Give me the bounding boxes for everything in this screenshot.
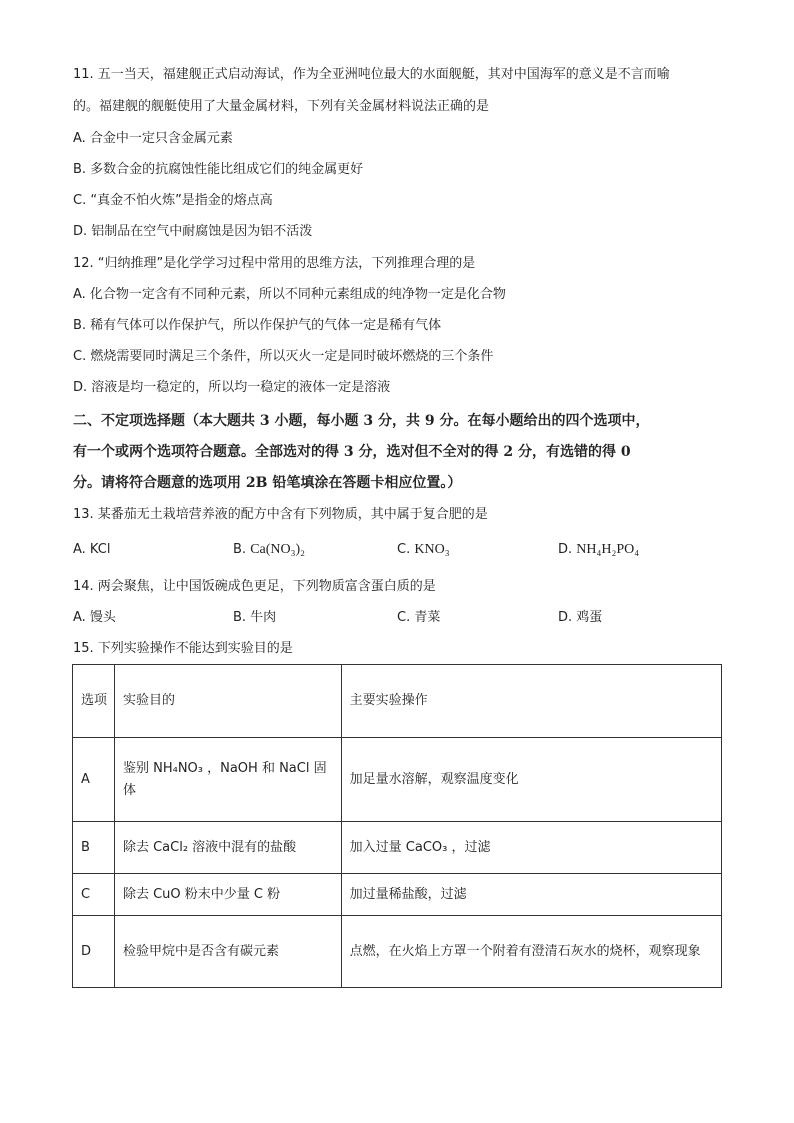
q15-stem: 15. 下列实验操作不能达到实验目的是 <box>73 641 293 656</box>
q13-option-a: A. KCl <box>73 542 111 557</box>
q14-option-a: A. 馒头 <box>73 610 116 625</box>
q12-option-c: C. 燃烧需要同时满足三个条件，所以灭火一定是同时破坏燃烧的三个条件 <box>73 349 494 364</box>
header-operation: 主要实验操作 <box>341 665 721 738</box>
row-c-purpose: 除去 CuO 粉末中少量 C 粉 <box>114 874 341 916</box>
row-a-option: A <box>73 738 115 822</box>
row-b-operation: 加入过量 CaCO₃ ，过滤 <box>341 822 721 874</box>
q13-option-b-label: B. <box>233 542 247 557</box>
row-b-purpose: 除去 CaCl₂ 溶液中混有的盐酸 <box>114 822 341 874</box>
q12-option-b: B. 稀有气体可以作保护气，所以作保护气的气体一定是稀有气体 <box>73 318 442 333</box>
experiment-table <box>72 664 722 988</box>
q13-option-c <box>397 541 450 559</box>
q13-option-d-formula: NH₄H₂PO₄ <box>576 542 640 557</box>
q13-option-c-formula: KNO₃ <box>414 542 450 557</box>
q12-stem: 12. “归纳推理”是化学学习过程中常用的思维方法，下列推理合理的是 <box>73 256 476 271</box>
q13-stem: 13. 某番茄无土栽培营养液的配方中含有下列物质，其中属于复合肥的是 <box>73 507 488 522</box>
q11-option-a: A. 合金中一定只含金属元素 <box>73 131 233 146</box>
row-d-option: D <box>73 916 115 988</box>
header-purpose: 实验目的 <box>114 665 341 738</box>
q11-option-c: C. “真金不怕火炼”是指金的熔点高 <box>73 193 273 208</box>
q13-option-b-formula: Ca(NO₃)₂ <box>250 542 306 557</box>
q11-option-d: D. 铝制品在空气中耐腐蚀是因为铝不活泼 <box>73 224 313 239</box>
q13-option-c-label: C. <box>397 542 411 557</box>
q11-stem-line2: 的。福建舰的舰艇使用了大量金属材料，下列有关金属材料说法正确的是 <box>73 99 490 114</box>
row-d-operation: 点燃，在火焰上方罩一个附着有澄清石灰水的烧杯，观察现象 <box>341 916 721 988</box>
row-b-option: B <box>73 822 115 874</box>
q11-option-b: B. 多数合金的抗腐蚀性能比组成它们的纯金属更好 <box>73 162 364 177</box>
table-header-row <box>73 665 722 738</box>
table-row <box>73 916 722 988</box>
row-d-purpose: 检验甲烷中是否含有碳元素 <box>114 916 341 988</box>
q13-option-b <box>233 541 305 559</box>
header-option: 选项 <box>73 665 115 738</box>
row-c-operation: 加过量稀盐酸，过滤 <box>341 874 721 916</box>
section2-line2: 有一个或两个选项符合题意。全部选对的得 3 分，选对但不全对的得 2 分，有选错的得 0 <box>73 444 631 460</box>
section2-line3: 分。请将符合题意的选项用 2B 铅笔填涂在答题卡相应位置。） <box>73 475 462 491</box>
section2-line1: 二、不定项选择题（本大题共 3 小题，每小题 3 分，共 9 分。在每小题给出的四个选项中， <box>73 413 650 429</box>
row-a-operation: 加足量水溶解，观察温度变化 <box>341 738 721 822</box>
q14-option-d: D. 鸡蛋 <box>558 610 603 625</box>
row-a-purpose: 鉴别 NH₄NO₃ ，NaOH 和 NaCl 固体 <box>114 738 341 822</box>
table-row <box>73 738 722 822</box>
q11-stem-line1: 11. 五一当天，福建舰正式启动海试，作为全亚洲吨位最大的水面舰艇，其对中国海军的意义是不言而喻 <box>73 67 670 82</box>
row-c-option: C <box>73 874 115 916</box>
q12-option-d: D. 溶液是均一稳定的，所以均一稳定的液体一定是溶液 <box>73 380 391 395</box>
q13-option-d-label: D. <box>558 542 573 557</box>
q12-option-a: A. 化合物一定含有不同种元素，所以不同种元素组成的纯净物一定是化合物 <box>73 287 506 302</box>
q14-option-b: B. 牛肉 <box>233 610 277 625</box>
table-row <box>73 822 722 874</box>
table-row <box>73 874 722 916</box>
q14-option-c: C. 青菜 <box>397 610 441 625</box>
q14-stem: 14. 两会聚焦，让中国饭碗成色更足，下列物质富含蛋白质的是 <box>73 579 436 594</box>
q13-option-d <box>558 541 639 559</box>
